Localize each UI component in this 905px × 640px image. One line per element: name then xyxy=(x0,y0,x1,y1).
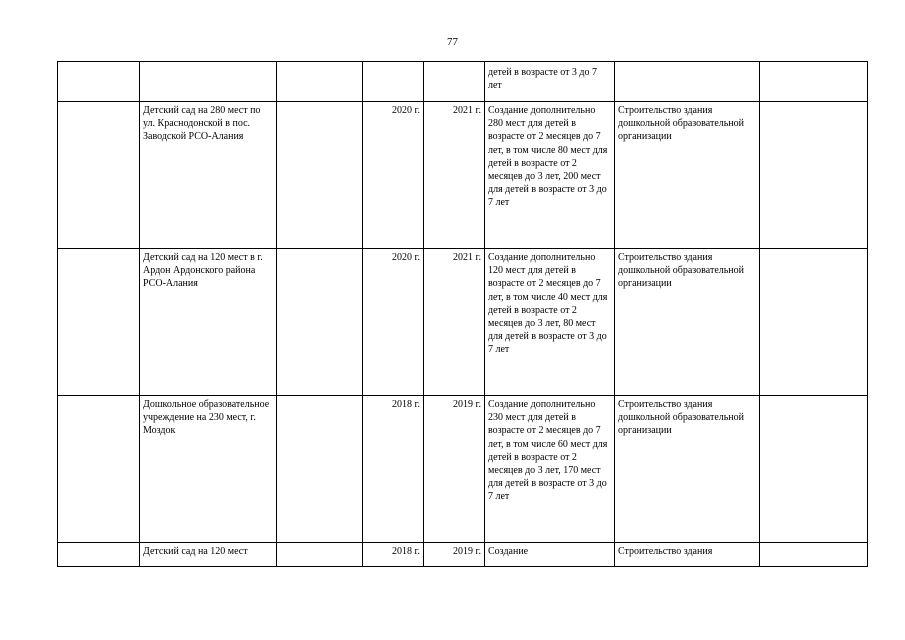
table-cell-object-name: Детский сад на 120 мест в г. Ардон Ардонского района РСО-Алания xyxy=(140,249,277,396)
table-cell-end-year: 2019 г. xyxy=(424,543,485,567)
table-cell-work-type: Строительство здания дошкольной образовательной организации xyxy=(615,249,760,396)
table-cell-note xyxy=(760,396,868,543)
table-cell-end-year: 2021 г. xyxy=(424,102,485,249)
table-cell-work-type: Строительство здания дошкольной образовательной организации xyxy=(615,102,760,249)
table-cell-start-year: 2018 г. xyxy=(363,543,424,567)
table-cell-description: Создание дополнительно 280 мест для детей в возрасте от 2 месяцев до 7 лет, в том числе 80 мест для детей в возрасте от 2 месяцев до 3 лет, 200 мест для детей в возрасте от 3 до 7 лет xyxy=(485,102,615,249)
table-cell-description: Создание дополнительно 230 мест для детей в возрасте от 2 месяцев до 7 лет, в том числе 60 мест для детей в возрасте от 2 месяцев до 3 лет, 170 мест для детей в возрасте от 3 до 7 лет xyxy=(485,396,615,543)
table-cell-empty xyxy=(277,396,363,543)
table-cell-start-year: 2020 г. xyxy=(363,249,424,396)
table-cell-number xyxy=(58,396,140,543)
table-cell-object-name: Детский сад на 280 мест по ул. Краснодонской в пос. Заводской РСО-Алания xyxy=(140,102,277,249)
table-cell-end-year: 2021 г. xyxy=(424,249,485,396)
table-cell-number xyxy=(58,102,140,249)
table-cell-start-year xyxy=(363,62,424,102)
table-cell-empty xyxy=(277,102,363,249)
table-cell-number xyxy=(58,62,140,102)
table-cell-end-year: 2019 г. xyxy=(424,396,485,543)
table-cell-object-name xyxy=(140,62,277,102)
table-cell-empty xyxy=(277,543,363,567)
table-cell-work-type: Строительство здания xyxy=(615,543,760,567)
table-row xyxy=(58,396,868,543)
table-cell-object-name: Дошкольное образовательное учреждение на 230 мест, г. Моздок xyxy=(140,396,277,543)
table-cell-description: детей в возрасте от 3 до 7 лет xyxy=(485,62,615,102)
table-cell-work-type: Строительство здания дошкольной образовательной организации xyxy=(615,396,760,543)
table-cell-note xyxy=(760,102,868,249)
table-cell-note xyxy=(760,543,868,567)
table-cell-note xyxy=(760,249,868,396)
table-row xyxy=(58,62,868,102)
table-cell-start-year: 2018 г. xyxy=(363,396,424,543)
table-row xyxy=(58,543,868,567)
table-cell-work-type xyxy=(615,62,760,102)
page-number: 77 xyxy=(447,36,458,48)
table-cell-empty xyxy=(277,62,363,102)
table-cell-number xyxy=(58,249,140,396)
table-cell-note xyxy=(760,62,868,102)
table-cell-start-year: 2020 г. xyxy=(363,102,424,249)
document-table xyxy=(57,61,868,567)
table-cell-description: Создание xyxy=(485,543,615,567)
table-row xyxy=(58,102,868,249)
table-cell-number xyxy=(58,543,140,567)
table-cell-empty xyxy=(277,249,363,396)
table-row xyxy=(58,249,868,396)
table-cell-end-year xyxy=(424,62,485,102)
table-cell-description: Создание дополнительно 120 мест для детей в возрасте от 2 месяцев до 7 лет, в том числе 40 мест для детей в возрасте от 2 месяцев до 3 лет, 80 мест для детей в возрасте от 3 до 7 лет xyxy=(485,249,615,396)
table-cell-object-name: Детский сад на 120 мест xyxy=(140,543,277,567)
